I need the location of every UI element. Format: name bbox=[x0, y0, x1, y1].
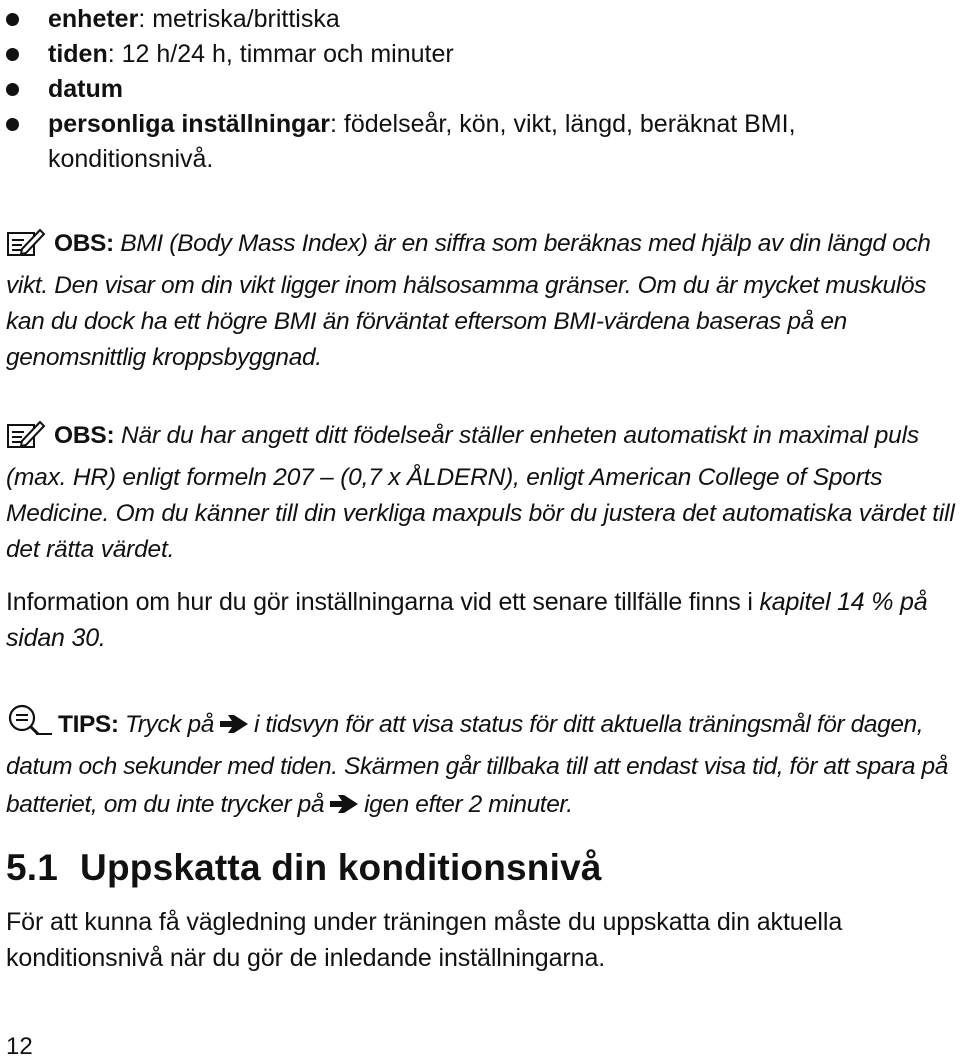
magnifier-tips-icon bbox=[6, 704, 52, 748]
note-pencil-icon bbox=[6, 227, 46, 268]
tips-label: TIPS: bbox=[58, 711, 119, 738]
list-item: personliga inställningar: födelseår, kön, vikt, längd, beräknat BMI, konditionsnivå. bbox=[6, 107, 956, 177]
section-title: Uppskatta din konditionsnivå bbox=[80, 847, 602, 888]
section-number: 5.1 bbox=[6, 847, 59, 888]
note-text: När du har angett ditt födelseår ställer enheten automatiskt in maximal puls (max. HR) enligt formeln 207 – (0,7 x ÅLDERN), enligt American College of Sports Medicine. Om du känner till din verkliga maxpuls bör du justera det automatiska värdet till det rätta värdet. bbox=[6, 422, 955, 563]
bullet-icon bbox=[6, 118, 19, 131]
right-arrow-button-icon bbox=[328, 789, 360, 827]
right-arrow-button-icon bbox=[218, 709, 250, 747]
page-number: 12 bbox=[6, 1033, 33, 1060]
bullet-icon bbox=[6, 83, 19, 96]
bullet-icon bbox=[6, 48, 19, 61]
bullet-icon bbox=[6, 13, 19, 26]
tips-note: TIPS: Tryck på i tidsvyn för att visa status för ditt aktuella träningsmål för dagen, datum och sekunder med tiden. Skärmen går tillbaka till att endast visa tid, för att spara på batteriet, om du inte trycker på igen efter 2 minuter. bbox=[6, 704, 958, 827]
settings-reference: Information om hur du gör inställningarna vid ett senare tillfälle finns i kapitel 14 % på sidan 30. bbox=[6, 588, 928, 652]
max-hr-note bbox=[6, 418, 958, 568]
settings-list bbox=[6, 2, 956, 177]
chapter-reference: kapitel 14 % på sidan 30. bbox=[6, 588, 928, 652]
bmi-note bbox=[6, 226, 958, 376]
note-pencil-icon bbox=[6, 419, 46, 460]
note-label: OBS: bbox=[54, 230, 114, 257]
list-item: tiden: 12 h/24 h, timmar och minuter bbox=[6, 37, 956, 72]
list-item: enheter: metriska/brittiska bbox=[6, 2, 956, 37]
list-item: datum bbox=[6, 72, 956, 107]
note-text: BMI (Body Mass Index) är en siffra som beräknas med hjälp av din längd och vikt. Den visar om din vikt ligger inom hälsosamma gränser. Om du är mycket muskulös kan du dock ha ett högre BMI än förväntat eftersom BMI-värdena baseras på en genomsnittlig kroppsbyggnad. bbox=[6, 230, 931, 371]
section-intro: För att kunna få vägledning under träningen måste du uppskatta din aktuella konditionsnivå när du gör de inledande inställningarna. bbox=[6, 908, 843, 972]
note-label: OBS: bbox=[54, 422, 115, 449]
section-heading bbox=[6, 840, 602, 896]
